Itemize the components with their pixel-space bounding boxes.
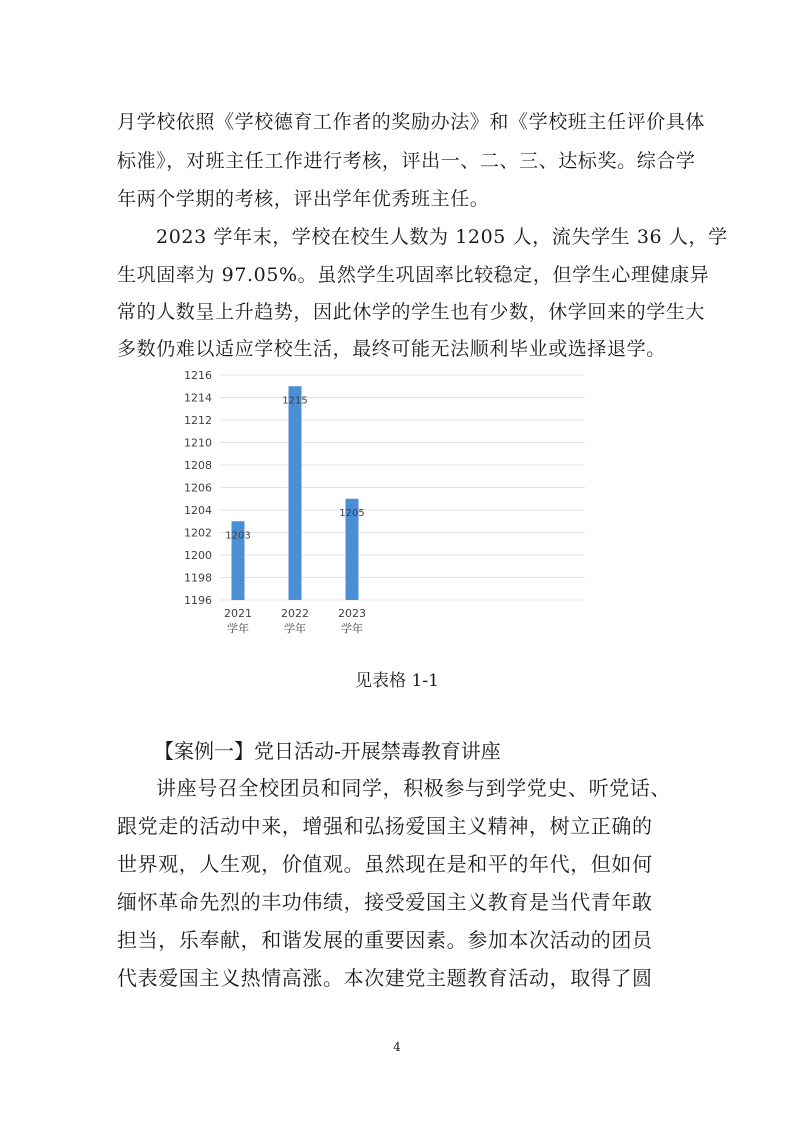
y-tick-label: 1210: [184, 436, 212, 450]
x-tick-label: 学年: [341, 622, 363, 635]
text-line: 常的人数呈上升趋势，因此休学的学生也有少数，休学回来的学生大: [117, 301, 706, 323]
y-tick-label: 1214: [184, 391, 212, 405]
y-tick-label: 1204: [184, 504, 212, 517]
text-line: 担当，乐奉献，和谐发展的重要因素。参加本次活动的团员: [117, 928, 653, 952]
text-line: 讲座号召全校团员和同学，积极参与到学党史、听党话、: [156, 776, 671, 800]
y-tick-label: 1196: [184, 594, 212, 607]
case-heading: 【案例一】党日活动-开展禁毒教育讲座: [154, 739, 501, 763]
y-tick-label: 1202: [184, 526, 212, 540]
bar: [289, 386, 302, 600]
y-tick-label: 1212: [184, 414, 212, 427]
text-line: 标准》，对班主任工作进行考核，评出一、二、三、达标奖。综合学: [117, 150, 696, 172]
x-tick-label: 2021: [224, 607, 252, 620]
text-line: 多数仍难以适应学校生活，最终可能无法顺利毕业或选择退学。: [117, 338, 666, 360]
data-label: 1203: [225, 530, 251, 542]
text-line: 月学校依照《学校德育工作者的奖励办法》和《学校班主任评价具体: [117, 111, 706, 133]
text-line: 世界观，人生观，价值观。虽然现在是和平的年代，但如何: [117, 852, 653, 876]
x-tick-label: 学年: [284, 622, 306, 635]
text-line: 年两个学期的考核，评出学年优秀班主任。: [117, 188, 490, 210]
y-tick-label: 1206: [184, 481, 212, 495]
student-count-bar-chart: [175, 363, 595, 643]
text-line: 2023 学年末，学校在校生人数为 1205 人，流失学生 36 人，学: [156, 226, 728, 248]
y-tick-label: 1216: [184, 369, 212, 382]
y-tick-label: 1200: [184, 549, 212, 562]
x-tick-label: 2023: [338, 607, 366, 620]
text-line: 代表爱国主义热情高涨。本次建党主题教育活动，取得了圆: [117, 966, 653, 990]
y-tick-label: 1198: [184, 571, 212, 585]
chart-caption: 见表格 1-1: [355, 671, 439, 691]
text-line: 生巩固率为 97.05%。虽然学生巩固率比较稳定，但学生心理健康异: [117, 264, 710, 286]
text-line: 缅怀革命先烈的丰功伟绩，接受爱国主义教育是当代青年敢: [117, 890, 653, 914]
x-tick-label: 2022: [281, 607, 309, 620]
y-tick-label: 1208: [184, 459, 212, 472]
page-number: 4: [393, 1040, 401, 1054]
x-tick-label: 学年: [227, 622, 249, 635]
text-line: 跟党走的活动中来，增强和弘扬爱国主义精神，树立正确的: [117, 814, 653, 838]
data-label: 1215: [282, 395, 308, 407]
data-label: 1205: [339, 507, 365, 519]
